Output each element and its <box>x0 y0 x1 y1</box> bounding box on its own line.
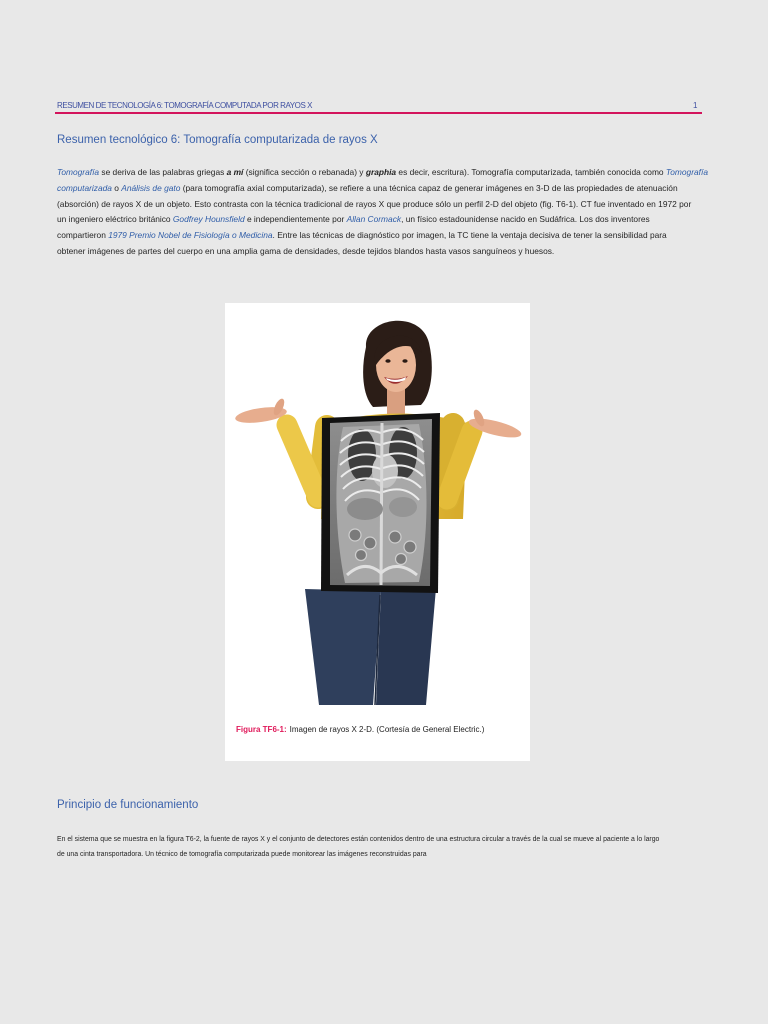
intro-line <box>57 212 723 228</box>
section-heading: Principio de funcionamiento <box>57 799 199 811</box>
intro-paragraph <box>57 165 723 260</box>
section-line: de una cinta transportadora. Un técnico de tomografía computarizada puede monitorear las imágenes reconstruidas para <box>57 851 427 858</box>
text-run: un ingeniero eléctrico británico <box>57 214 173 225</box>
section-line: En el sistema que se muestra en la figura T6-2, la fuente de rayos X y el conjunto de detectores están contenidos dentro de una estructura circular a través de la cual se mueve al paciente a lo largo <box>57 836 660 843</box>
key-term: Tomografía <box>57 167 100 177</box>
running-header: RESUMEN DE TECNOLOGÍA 6: TOMOGRAFÍA COMPUTADA POR RAYOS X <box>57 101 312 110</box>
intro-line <box>57 197 723 213</box>
key-term: Tomografía <box>665 167 708 177</box>
text-run: (para tomografía axial computarizada), se refiere a una técnica capaz de generar imágenes en 3-D de las propiedades de atenuación <box>180 182 678 193</box>
eye <box>385 359 390 363</box>
figure-photo <box>225 303 530 713</box>
key-term: 1979 Premio Nobel de Fisiología o Medicina <box>108 230 273 241</box>
intro-line <box>57 181 723 197</box>
section-paragraph <box>57 832 697 862</box>
header-rule <box>55 112 702 114</box>
figure-label: Figura TF6-1: <box>236 725 287 734</box>
text-run: o <box>111 182 122 193</box>
page-title: Resumen tecnológico 6: Tomografía computarizada de rayos X <box>57 134 378 146</box>
emphasized-word: a mí <box>226 167 244 177</box>
intro-line <box>57 228 723 244</box>
text-run: (significa sección o rebanada) y <box>243 167 366 177</box>
text-run: es decir, escritura). Tomografía computarizada, también conocida como <box>396 167 666 177</box>
figure-caption <box>236 724 521 736</box>
emphasized-word: graphia <box>365 167 397 177</box>
intro-line <box>57 244 723 260</box>
ct-scan-panel <box>321 413 440 593</box>
jeans <box>305 588 436 705</box>
key-term: Allan Cormack <box>346 214 402 225</box>
liver <box>347 498 383 520</box>
text-run: , un físico estadounidense nacido en Sudáfrica. Los dos inventores <box>401 214 650 225</box>
text-run: . Entre las técnicas de diagnóstico por imagen, la TC tiene la ventaja decisiva de tener la sensibilidad para <box>272 230 667 241</box>
text-run: se deriva de las palabras griegas <box>99 167 227 177</box>
figure <box>225 303 530 761</box>
key-term: Análisis de gato <box>121 182 181 193</box>
stomach <box>389 497 417 517</box>
spine <box>381 423 382 585</box>
intro-line <box>57 165 723 181</box>
heart <box>372 454 398 488</box>
text-run: compartieron <box>57 230 109 241</box>
eye <box>402 359 407 363</box>
page-number: 1 <box>693 101 698 110</box>
text-run: e independientemente por <box>244 214 347 225</box>
key-term: Godfrey Hounsfield <box>172 214 245 225</box>
text-run: obtener imágenes de partes del cuerpo en una amplia gama de densidades, desde tejidos blandos hasta vasos sanguíneos y huesos. <box>57 245 555 256</box>
figure-caption-text: Imagen de rayos X 2-D. (Cortesía de General Electric.) <box>289 725 485 734</box>
text-run: (absorción) de rayos X de un objeto. Esto contrasta con la técnica tradicional de rayos X que produce sólo un perfil 2-D del objeto (fig. T6-1). CT fue inventado en 1972 por <box>57 198 692 209</box>
key-term: computarizada <box>57 182 112 193</box>
